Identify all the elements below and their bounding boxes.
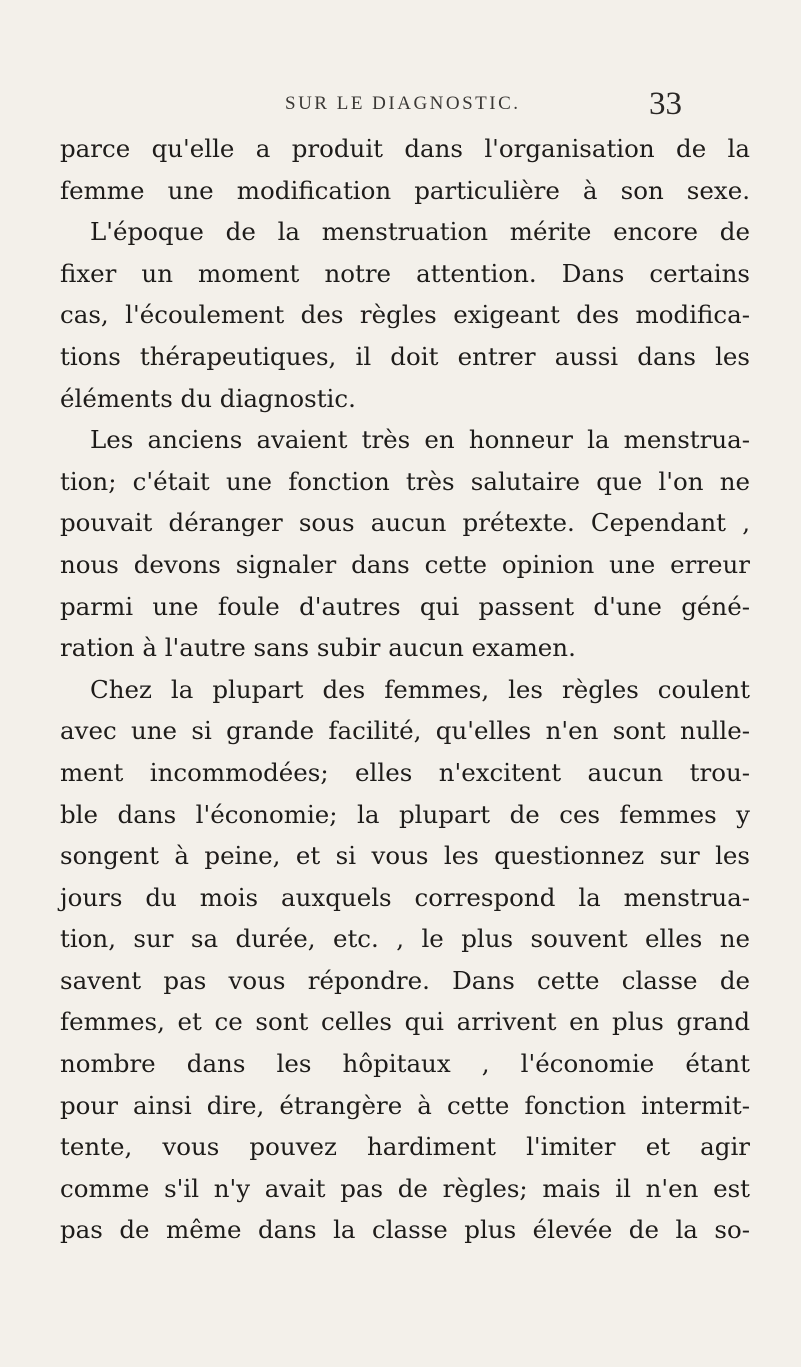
text-line: parce qu'elle a produit dans l'organisation de la bbox=[60, 134, 750, 163]
text-line: pouvait déranger sous aucun prétexte. Cependant , bbox=[60, 508, 750, 538]
text-line: pour ainsi dire, étrangère à cette fonction intermit- bbox=[60, 1090, 750, 1120]
text-line: tion; c'était une fonction très salutaire que l'on ne bbox=[60, 466, 750, 496]
text-line: Les anciens avaient très en honneur la menstrua- bbox=[90, 425, 750, 455]
text-line: femme une modification particulière à son sexe. bbox=[60, 175, 750, 205]
body-text bbox=[60, 128, 750, 1251]
text-line: ment incommodées; elles n'excitent aucun trou- bbox=[60, 757, 750, 787]
text-line: parmi une foule d'autres qui passent d'une géné- bbox=[60, 591, 750, 621]
text-line: pas de même dans la classe plus élevée de la so- bbox=[60, 1215, 750, 1245]
text-line: tions thérapeutiques, il doit entrer aussi dans les bbox=[60, 341, 750, 371]
text-line: songent à peine, et si vous les questionnez sur les bbox=[60, 841, 750, 871]
text-line: fixer un moment notre attention. Dans certains bbox=[60, 258, 750, 288]
text-line: savent pas vous répondre. Dans cette classe de bbox=[60, 965, 750, 995]
running-head bbox=[0, 86, 801, 122]
text-line: tion, sur sa durée, etc. , le plus souvent elles ne bbox=[60, 924, 750, 954]
text-line: ration à l'autre sans subir aucun examen. bbox=[60, 633, 576, 663]
text-line: jours du mois auxquels correspond la menstrua- bbox=[60, 882, 750, 912]
page-number: 33 bbox=[649, 86, 682, 122]
text-line: avec une si grande facilité, qu'elles n'en sont nulle- bbox=[60, 716, 750, 746]
text-line: comme s'il n'y avait pas de règles; mais il n'en est bbox=[60, 1173, 750, 1203]
text-line: nous devons signaler dans cette opinion une erreur bbox=[60, 549, 750, 579]
text-line: éléments du diagnostic. bbox=[60, 383, 356, 413]
text-line: ble dans l'économie; la plupart de ces femmes y bbox=[60, 799, 750, 829]
text-line: Chez la plupart des femmes, les règles coulent bbox=[90, 674, 750, 704]
text-line: L'époque de la menstruation mérite encore de bbox=[90, 217, 750, 247]
running-title: SUR LE DIAGNOSTIC. bbox=[285, 93, 521, 114]
text-line: tente, vous pouvez hardiment l'imiter et agir bbox=[60, 1132, 750, 1162]
text-line: nombre dans les hôpitaux , l'économie étant bbox=[60, 1049, 750, 1079]
text-line: cas, l'écoulement des règles exigeant des modifica- bbox=[60, 300, 750, 330]
text-line: femmes, et ce sont celles qui arrivent en plus grand bbox=[60, 1007, 750, 1037]
